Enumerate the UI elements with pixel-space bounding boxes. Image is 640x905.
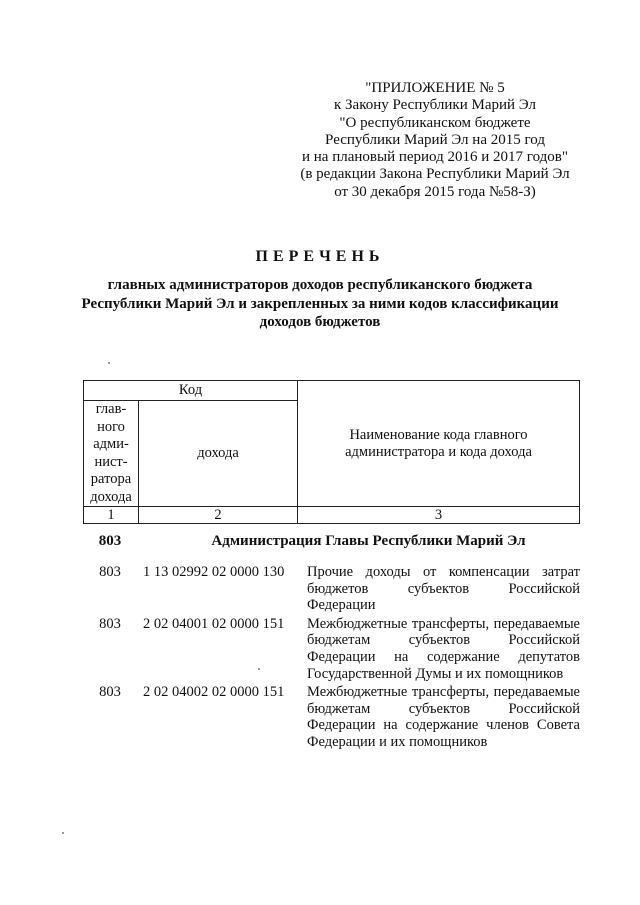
group-code: 803 [98, 532, 122, 549]
scan-speck [258, 668, 260, 670]
row-name: Прочие доходы от компенсации затрат бюджетов субъектов Российской Федерации [307, 564, 580, 614]
col-num-1: 1 [84, 507, 139, 524]
appendix-line: (в редакции Закона Республики Марий Эл [300, 166, 570, 183]
admin-col-line: ратора [90, 471, 132, 487]
appendix-header [290, 80, 580, 201]
admin-column-header [84, 401, 139, 507]
group-row [83, 530, 580, 552]
table-body [83, 530, 580, 753]
appendix-line: "О республиканском бюджете [339, 114, 531, 131]
appendix-line: "ПРИЛОЖЕНИЕ № 5 [365, 80, 505, 96]
group-name: Администрация Главы Республики Марий Эл [211, 532, 526, 549]
admin-col-line: адми- [93, 436, 129, 452]
subtitle-line: Республики Марий Эл и закрепленных за ними кодов классификации [81, 295, 559, 312]
admin-col-line: дохода [90, 488, 132, 505]
appendix-line: и на плановый период 2016 и 2017 годов" [302, 149, 568, 166]
admin-col-line: глав- [95, 401, 127, 417]
admin-col-line: нист- [94, 453, 128, 470]
table-row [83, 684, 580, 750]
appendix-line: от 30 декабря 2015 года №58-З) [334, 183, 536, 200]
row-income-code: 2 02 04001 02 0000 151 [143, 615, 285, 632]
code-header: Код [84, 381, 298, 401]
name-column-header [298, 381, 580, 507]
admin-col-line: ного [97, 418, 125, 435]
row-name: Межбюджетные трансферты, передаваемые бюджетам субъектов Российской Федерации на содержание членов Совета Федерации и их помощников [307, 684, 580, 750]
row-admin-code: 803 [99, 615, 121, 632]
subtitle-line: доходов бюджетов [259, 314, 381, 330]
document-title: ПЕРЕЧЕНЬ [255, 248, 385, 265]
row-admin-code: 803 [99, 564, 121, 580]
subtitle-line: главных администраторов доходов республиканского бюджета [107, 277, 533, 293]
income-column-header: дохода [139, 401, 298, 507]
document-subtitle [60, 276, 580, 332]
col-num-2: 2 [139, 507, 298, 524]
name-column-label: Наименование кода главного администратора и кода дохода [345, 426, 532, 460]
appendix-line: Республики Марий Эл на 2015 год [325, 131, 545, 148]
col-num-3: 3 [298, 507, 580, 524]
scan-speck [62, 832, 64, 834]
scan-speck [108, 362, 110, 364]
row-admin-code: 803 [99, 684, 121, 701]
table-header [83, 380, 580, 524]
row-income-code: 1 13 02992 02 0000 130 [143, 564, 285, 580]
row-income-code: 2 02 04002 02 0000 151 [143, 684, 285, 701]
appendix-line: к Закону Республики Марий Эл [333, 97, 536, 114]
table-row [83, 564, 580, 614]
row-name: Межбюджетные трансферты, передаваемые бюджетам субъектов Российской Федерации на содержание депутатов Государственной Думы и их помощников [307, 615, 580, 682]
table-row [83, 616, 580, 682]
